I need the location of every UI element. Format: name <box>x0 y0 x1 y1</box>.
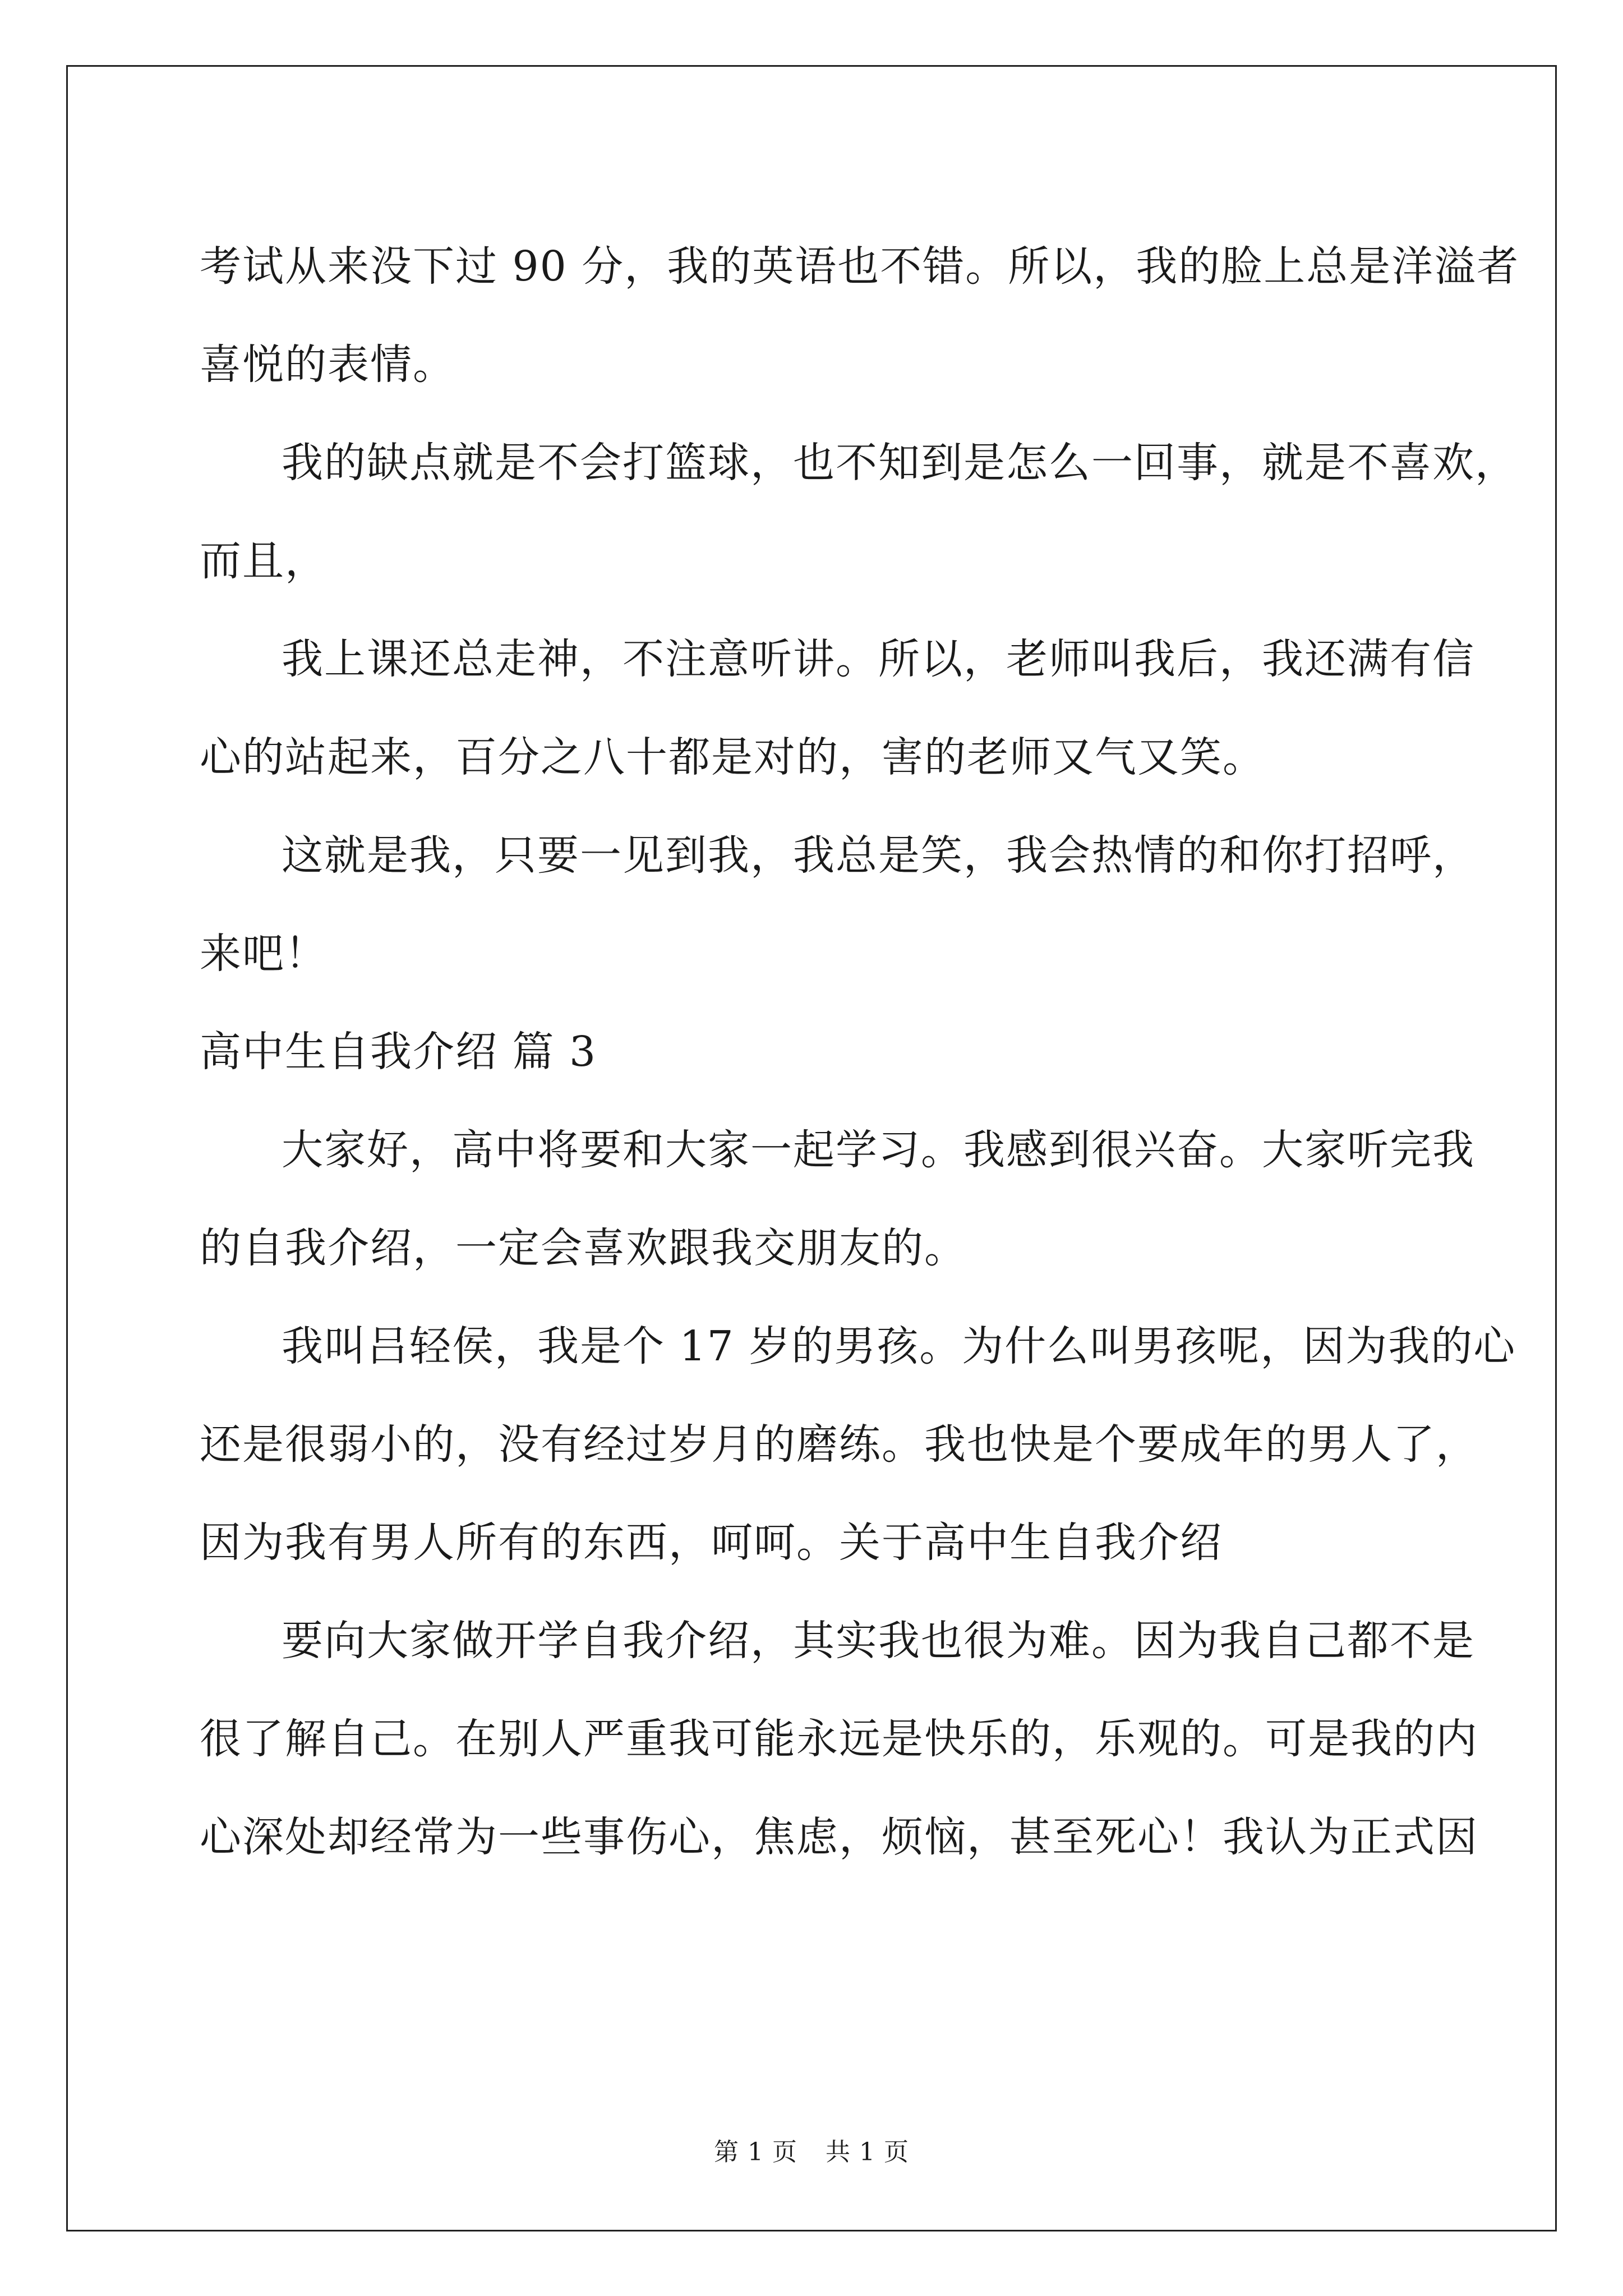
text-line: 心的站起来，百分之八十都是对的，害的老师又气又笑。 <box>200 733 1265 781</box>
paragraph-start: 大家好，高中将要和大家一起学习。我感到很兴奋。大家听完我 <box>282 1126 1475 1174</box>
text-line: 的自我介绍，一定会喜欢跟我交朋友的。 <box>200 1224 967 1272</box>
text-line: 还是很弱小的，没有经过岁月的磨练。我也快是个要成年的男人了， <box>200 1420 1478 1469</box>
paragraph-start: 这就是我，只要一见到我，我总是笑，我会热情的和你打招呼， <box>282 831 1475 880</box>
text-line: 因为我有男人所有的东西，呵呵。关于高中生自我介绍 <box>200 1519 1223 1567</box>
paragraph-start: 我上课还总走神，不注意听讲。所以，老师叫我后，我还满有信 <box>282 635 1475 683</box>
text-line: 来吧！ <box>200 930 328 978</box>
page-number-current: 第 1 页 <box>714 2138 797 2166</box>
page-footer <box>0 2132 1623 2168</box>
paragraph-start: 要向大家做开学自我介绍，其实我也很为难。因为我自己都不是 <box>282 1617 1475 1665</box>
paragraph-start: 我的缺点就是不会打篮球，也不知到是怎么一回事，就是不喜欢， <box>282 439 1518 487</box>
section-heading: 高中生自我介绍 篇 3 <box>200 1028 597 1076</box>
text-line: 考试从来没下过 90 分，我的英语也不错。所以，我的脸上总是洋溢者 <box>200 242 1520 291</box>
text-line: 心深处却经常为一些事伤心，焦虑，烦恼，甚至死心！我认为正式因 <box>200 1813 1478 1861</box>
text-line: 而且， <box>200 537 328 585</box>
paragraph-start: 我叫吕轻侯，我是个 17 岁的男孩。为什么叫男孩呢，因为我的心 <box>282 1322 1516 1370</box>
text-line: 很了解自己。在别人严重我可能永远是快乐的，乐观的。可是我的内 <box>200 1715 1478 1763</box>
text-line: 喜悦的表情。 <box>200 341 455 389</box>
page-number-total: 共 1 页 <box>826 2138 909 2166</box>
